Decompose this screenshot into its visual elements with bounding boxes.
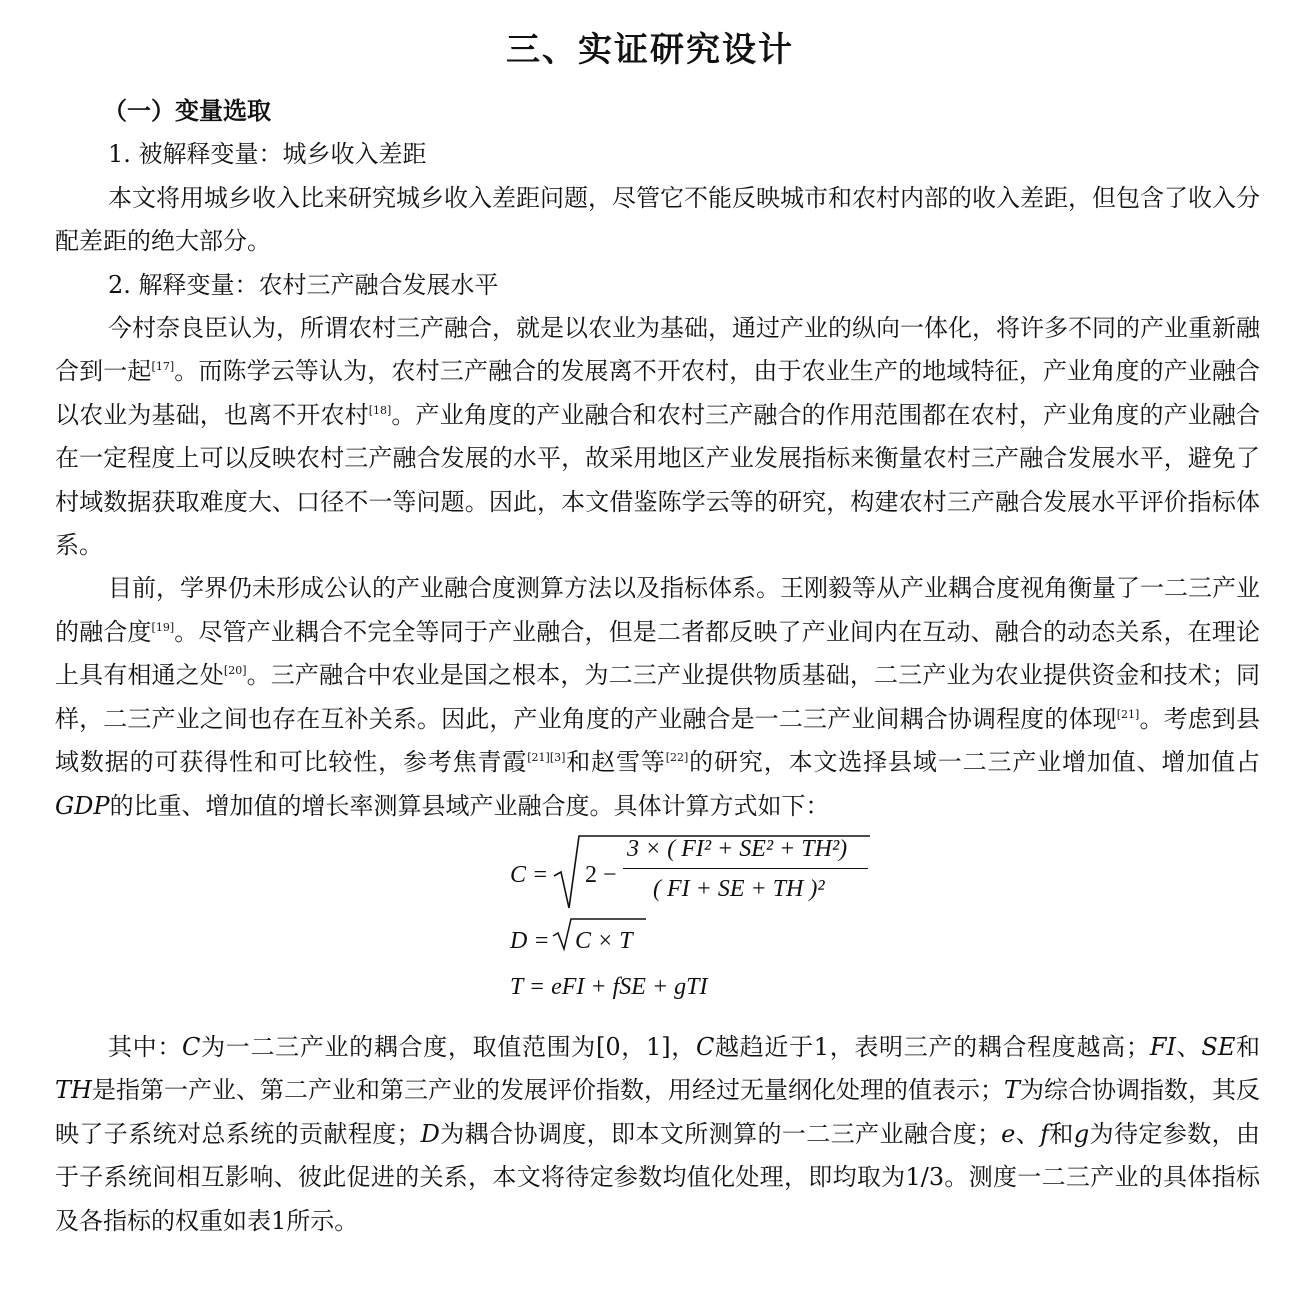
citation: [22]	[665, 751, 689, 765]
citation: [17]	[151, 360, 175, 374]
citation: [18]	[368, 403, 392, 417]
text-run: 为综合协调指数，其反映了子系统对总系统的贡献程度；	[55, 1076, 1261, 1148]
subsection-heading: （一）变量选取	[103, 97, 271, 125]
text-run: 和	[1235, 1032, 1261, 1061]
paragraph-income-gap: 本文将用城乡收入比来研究城乡收入差距问题，尽管它不能反映城市和农村内部的收入差距，但包含了收入分配差距的绝大部分。	[55, 183, 1260, 256]
text-run: 是指第一产业、第二产业和第三产业的发展评价指数，用经过无量纲化处理的值表示；	[91, 1076, 1004, 1105]
text-run: 今村奈良臣认为，所谓农村三产融合，就是以农业为基础，通过产业的纵向一体化，将许多不同的产业重新融合到一起	[55, 314, 1260, 386]
text-run: 、	[1176, 1032, 1202, 1061]
text-run: 其中：	[108, 1032, 183, 1061]
math-t: T	[1003, 1076, 1020, 1105]
math-se: SE	[1201, 1032, 1236, 1061]
text-run: 的比重、增加值的增长率测算县域产业融合度。具体计算方式如下：	[109, 791, 830, 820]
text-run: 。而陈学云等认为，农村三产融合的发展离不开农村，由于农业生产的地域特征，产业角度的产业融合以农业为基础，也离不开农村	[55, 357, 1261, 429]
math-th: TH	[55, 1076, 92, 1105]
citation: [19]	[151, 620, 175, 634]
formula-c-lhs: C =	[510, 861, 549, 888]
formula-c-numerator: 3 × ( FI² + SE² + TH²)	[627, 835, 848, 862]
formula-block	[55, 834, 1260, 1024]
formula-c-denominator: ( FI + SE + TH )²	[653, 875, 825, 902]
text-run: 为待定参数，由于子系统间相互影响、彼此促进的关系，本文将待定参数均值化处理，即均取为1/3。测度一二三产业的具体指标及各指标的权重如表1所示。	[55, 1119, 1261, 1235]
section-title: 三、实证研究设计	[506, 30, 794, 70]
text-run: 为耦合协调度，即本文所测算的一二三产业融合度；	[439, 1119, 1002, 1148]
citation: [20]	[223, 664, 247, 678]
text-run: 。尽管产业耦合不完全等同于产业融合，但是二者都反映了产业间内在互动、融合的动态关系，在理论上具有相通之处	[55, 617, 1261, 690]
formula-t: T = eFI + fSE + gTI	[510, 973, 708, 1000]
math-c: C	[182, 1032, 201, 1061]
paragraph-rural-integration	[55, 307, 1260, 567]
text-run: 的研究，本文选择县域一二三产业增加值、增加值占	[688, 748, 1260, 777]
text-run: 越趋近于1，表明三产的耦合程度越高；	[714, 1032, 1150, 1061]
text-run: 。三产融合中农业是国之根本，为二三产业提供物质基础，二三产业为农业提供资金和技术；同样，二三产业之间也存在互补关系。因此，产业角度的产业融合是一二三产业间耦合协调程度的体现	[55, 661, 1261, 733]
text-run: 为一二三产业的耦合度，取值范围为[0，1]，	[200, 1032, 696, 1061]
body-text	[55, 90, 1260, 1243]
citation: [21]	[1116, 707, 1140, 721]
citation: [21][3]	[527, 751, 566, 765]
paragraph-coupling-method	[55, 567, 1260, 827]
math-c: C	[695, 1032, 715, 1061]
text-run: 目前，学界仍未形成公认的产业融合度测算方法以及指标体系。王刚毅等从产业耦合度视角衡量了一二三产业的融合度	[55, 574, 1260, 646]
formula-d-lhs: D =	[510, 927, 550, 954]
formula-d-rhs: C × T	[575, 927, 633, 954]
math-e: e	[1001, 1119, 1016, 1148]
text-run: 。考虑到县域数据的可获得性和可比较性，参考焦青霞	[55, 704, 1260, 777]
math-g: g	[1073, 1119, 1090, 1148]
explanatory-variable-heading: 2. 解释变量：农村三产融合发展水平	[108, 270, 499, 299]
paragraph-variable-definitions	[55, 1026, 1260, 1243]
text-run: 。产业角度的产业融合和农村三产融合的作用范围都在农村，产业角度的产业融合在一定程度上可以反映农村三产融合发展的水平，故采用地区产业发展指标来衡量农村三产融合发展水平，避免了村域数据获取难度大、口径不一等问题。因此，本文借鉴陈学云等的研究，构建农村三产融合发展水平评价指标体系。	[55, 400, 1261, 560]
formula-c-two: 2 −	[585, 861, 617, 888]
math-d: D	[420, 1119, 440, 1148]
text-run: 和赵雪等	[565, 748, 666, 777]
math-f: f	[1040, 1119, 1050, 1148]
math-gdp: GDP	[55, 791, 110, 820]
text-run: 、	[1015, 1119, 1041, 1148]
dependent-variable-heading: 1. 被解释变量：城乡收入差距	[108, 140, 427, 169]
math-fi: FI	[1149, 1032, 1176, 1061]
text-run: 和	[1049, 1119, 1074, 1148]
